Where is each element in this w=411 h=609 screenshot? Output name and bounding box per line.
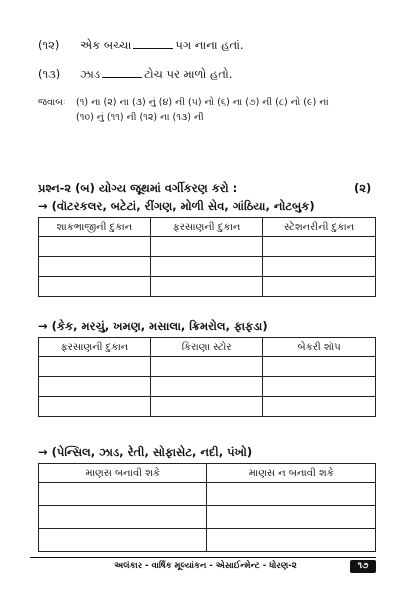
word-list: (પેન્સિલ, ઝાડ, રેતી, સોફાસેટ, નદી, પંખો) bbox=[51, 445, 253, 459]
table-row bbox=[39, 506, 376, 529]
table-row bbox=[39, 377, 376, 397]
question-12 bbox=[38, 38, 244, 53]
answer-line-2: (૧૦) નું (૧૧) ની (૧૨) ના (૧૩) ની bbox=[76, 112, 204, 123]
answer-cell[interactable] bbox=[39, 277, 151, 297]
fill-blank[interactable] bbox=[102, 67, 142, 78]
answer-cell[interactable] bbox=[39, 377, 151, 397]
answer-cell[interactable] bbox=[39, 237, 151, 257]
question-text-before: એક બચ્ચા bbox=[80, 38, 132, 52]
answer-cell[interactable] bbox=[39, 529, 207, 552]
answer-cell[interactable] bbox=[39, 506, 207, 529]
answer-cell[interactable] bbox=[263, 237, 376, 257]
table-header-cell: કિરાણા સ્ટોર bbox=[150, 338, 263, 357]
footer-text: અલંકાર - વાર્ષિક મૂલ્યાંકન - એસાઈન્મેન્ટ - ધોરણ-૨ bbox=[114, 561, 297, 571]
table-row bbox=[39, 529, 376, 552]
answer-cell[interactable] bbox=[39, 257, 151, 277]
question-13 bbox=[38, 67, 232, 82]
table-header-cell: માણસ ન બનાવી શકે bbox=[207, 464, 376, 483]
table-header-cell: ફરસાણની દુકાન bbox=[150, 218, 263, 237]
answer-cell[interactable] bbox=[150, 237, 263, 257]
answer-cell[interactable] bbox=[263, 277, 376, 297]
answer-cell[interactable] bbox=[150, 397, 263, 417]
table-row bbox=[39, 257, 376, 277]
answer-line-1: (૧) ના (૨) ના (૩) નું (૪) ની (૫) નો (૬) ના (૭) ની (૮) નો (૯) નાં bbox=[76, 97, 329, 108]
table-row bbox=[39, 237, 376, 257]
answer-cell[interactable] bbox=[207, 483, 376, 506]
question-number: (૧૩) bbox=[38, 67, 61, 81]
section-title: પ્રશ્ન-૨ (બ) યોગ્ય જૂથમાં વર્ગીકરણ કરો : bbox=[38, 181, 238, 195]
section-marks: (૨) bbox=[354, 181, 372, 195]
table-header-cell: સ્ટેશનરીની દુકાન bbox=[263, 218, 376, 237]
answer-cell[interactable] bbox=[263, 377, 376, 397]
arrow-icon: → bbox=[38, 445, 48, 459]
question-number: (૧૨) bbox=[38, 38, 60, 52]
fill-blank[interactable] bbox=[133, 38, 173, 49]
arrow-icon: → bbox=[38, 319, 48, 333]
answer-cell[interactable] bbox=[263, 357, 376, 377]
table-header-row bbox=[39, 338, 376, 357]
page-number: ૧૭ bbox=[350, 560, 376, 573]
answer-cell[interactable] bbox=[150, 357, 263, 377]
group-2-words bbox=[38, 319, 268, 334]
table-header-cell: માણસ બનાવી શકે bbox=[39, 464, 207, 483]
question-text-before: ઝાડ bbox=[80, 67, 101, 81]
group-1-words bbox=[38, 199, 315, 214]
answer-cell[interactable] bbox=[39, 397, 151, 417]
table-row bbox=[39, 357, 376, 377]
table-header-cell: ફરસાણની દુકાન bbox=[39, 338, 151, 357]
classification-table-3 bbox=[38, 463, 376, 552]
word-list: (વૉટરકલર, બટેટાં, રીંગણ, મોળી સેવ, ગાંઠિયા, નોટબુક) bbox=[51, 199, 315, 213]
footer-divider bbox=[30, 557, 376, 558]
answer-cell[interactable] bbox=[39, 483, 207, 506]
word-list: (કેક, મરચું, ખમણ, મસાલા, ક્રિમરોલ, ફાફડા) bbox=[51, 319, 268, 333]
answer-cell[interactable] bbox=[263, 257, 376, 277]
group-3-words bbox=[38, 445, 252, 460]
answer-cell[interactable] bbox=[39, 357, 151, 377]
classification-table-1 bbox=[38, 217, 376, 297]
table-header-cell: શાકભાજીની દુકાન bbox=[39, 218, 151, 237]
question-text-after: ટોચ પર માળો હતો. bbox=[144, 67, 233, 81]
answer-label: જવાબઃ bbox=[38, 97, 66, 108]
table-row bbox=[39, 483, 376, 506]
classification-table-2 bbox=[38, 337, 376, 417]
table-row bbox=[39, 397, 376, 417]
table-header-row bbox=[39, 464, 376, 483]
table-header-cell: બેકરી શૉપ bbox=[263, 338, 376, 357]
table-header-row bbox=[39, 218, 376, 237]
answer-cell[interactable] bbox=[207, 529, 376, 552]
answer-cell[interactable] bbox=[150, 277, 263, 297]
answer-cell[interactable] bbox=[263, 397, 376, 417]
question-text-after: પગ નાના હતાં. bbox=[175, 38, 244, 52]
table-row bbox=[39, 277, 376, 297]
answer-cell[interactable] bbox=[150, 377, 263, 397]
arrow-icon: → bbox=[38, 199, 48, 213]
answer-cell[interactable] bbox=[207, 506, 376, 529]
answer-cell[interactable] bbox=[150, 257, 263, 277]
